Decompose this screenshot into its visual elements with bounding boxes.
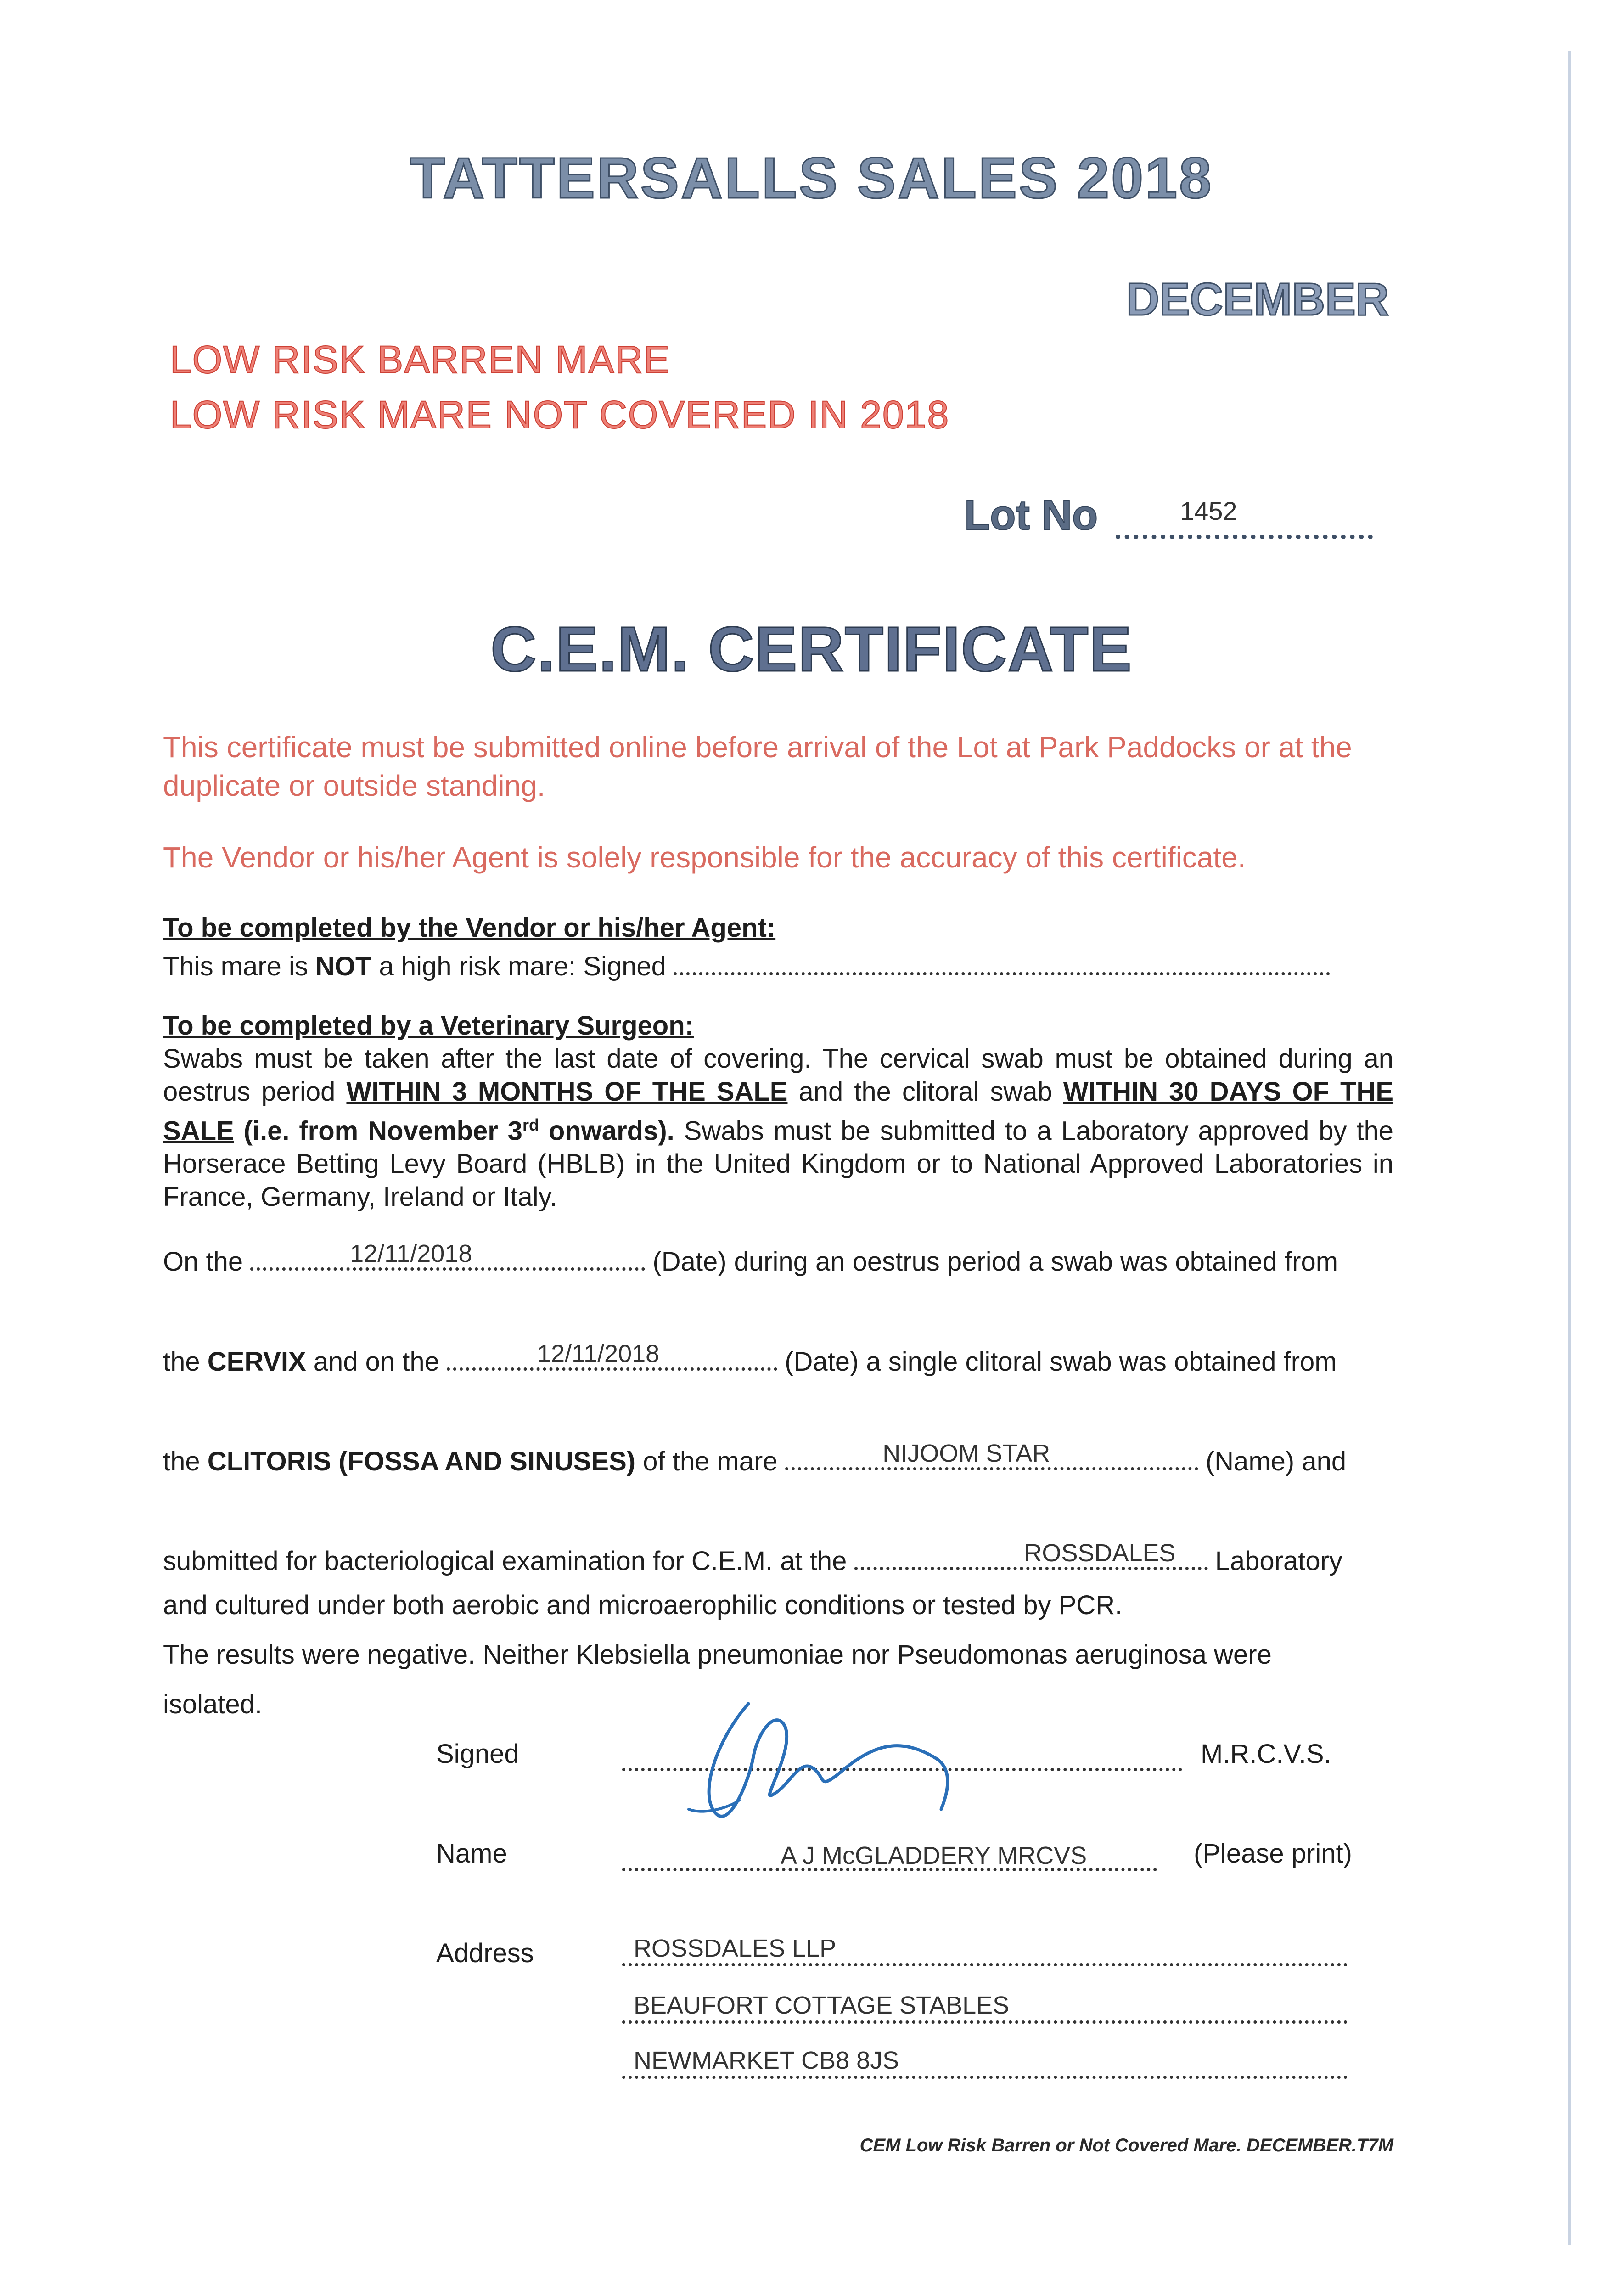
submitted-for-label: submitted for bacteriological examination for C.E.M. at the	[163, 1546, 847, 1576]
on-the-label: On the	[163, 1247, 243, 1277]
laboratory-field[interactable]	[854, 1539, 1208, 1570]
the-label-2: the	[163, 1446, 208, 1476]
please-print-suffix: (Please print)	[1194, 1839, 1352, 1868]
mare-name-row	[163, 1440, 1393, 1478]
mrcvs-suffix: M.R.C.V.S.	[1201, 1739, 1331, 1769]
cultured-row: and cultured under both aerobic and microaerophilic conditions or tested by PCR.	[163, 1590, 1123, 1620]
results-row: The results were negative. Neither Klebsiella pneumoniae nor Pseudomonas aeruginosa were	[163, 1640, 1272, 1670]
clitoral-date-suffix: (Date) a single clitoral swab was obtained from	[785, 1347, 1337, 1377]
handwritten-signature	[680, 1690, 992, 1837]
vendor-text-post: a high risk mare: Signed	[371, 951, 666, 981]
cervix-date-suffix: (Date) during an oestrus period a swab was obtained from	[652, 1247, 1338, 1277]
lot-number-value: 1452	[1180, 496, 1237, 525]
clitoris-label: CLITORIS (FOSSA AND SINUSES)	[207, 1446, 636, 1476]
vendor-text-pre: This mare is	[163, 951, 315, 981]
clitoral-deadline: WITHIN 30 DAYS OF THE SALE	[163, 1077, 1394, 1146]
laboratory-value: ROSSDALES	[1024, 1539, 1176, 1567]
mare-name-field[interactable]	[785, 1440, 1198, 1470]
sale-month: DECEMBER	[1126, 274, 1389, 325]
form-reference-footer: CEM Low Risk Barren or Not Covered Mare. DECEMBER.T7M	[859, 2135, 1393, 2155]
laboratory-row	[163, 1539, 1393, 1578]
vet-date-note-end: onwards).	[539, 1116, 674, 1146]
address-label: Address	[436, 1938, 534, 1968]
submission-notice: This certificate must be submitted online before arrival of the Lot at Park Paddocks or at the duplicate or outside standing.	[163, 731, 1352, 802]
certificate-title: C.E.M. CERTIFICATE	[490, 614, 1133, 685]
vet-instructions	[163, 1042, 1393, 1214]
cervical-deadline: WITHIN 3 MONTHS OF THE SALE	[346, 1077, 788, 1107]
lot-label: Lot No	[964, 492, 1098, 539]
vet-text-2: and the clitoral swab	[787, 1077, 1063, 1107]
vet-text-1: Swabs must be taken after the last date of covering. The cervical swab must be obtained during an oestrus period	[163, 1044, 1393, 1107]
cervix-label: CERVIX	[207, 1347, 306, 1377]
vendor-declaration	[163, 945, 1393, 983]
of-the-mare-label: of the mare	[635, 1446, 778, 1476]
address-value-1: ROSSDALES LLP	[634, 1935, 837, 1962]
vet-heading: To be completed by a Veterinary Surgeon:	[163, 1011, 694, 1041]
the-label: the	[163, 1347, 208, 1377]
and-on-the-label: and on the	[306, 1347, 439, 1377]
risk-category-2: LOW RISK MARE NOT COVERED IN 2018	[170, 393, 950, 436]
address-value-3: NEWMARKET CB8 8JS	[634, 2047, 899, 2074]
responsibility-notice: The Vendor or his/her Agent is solely responsible for the accuracy of this certificate.	[163, 841, 1246, 874]
vet-date-sup: rd	[522, 1115, 539, 1134]
cervix-date-field[interactable]	[250, 1240, 645, 1271]
signed-label: Signed	[436, 1739, 519, 1769]
vendor-section	[163, 912, 1393, 983]
risk-category-1: LOW RISK BARREN MARE	[170, 338, 671, 381]
mare-name-value: NIJOOM STAR	[882, 1440, 1050, 1467]
cervix-date-value: 12/11/2018	[350, 1240, 472, 1267]
vet-date-note: (i.e. from November 3	[234, 1116, 522, 1146]
vendor-heading: To be completed by the Vendor or his/her Agent:	[163, 913, 776, 943]
sale-title: TATTERSALLS SALES 2018	[410, 146, 1213, 210]
isolated-row: isolated.	[163, 1689, 263, 1719]
address-value-2: BEAUFORT COTTAGE STABLES	[634, 1992, 1010, 2019]
clitoral-date-field[interactable]	[447, 1340, 777, 1371]
vendor-signature-line[interactable]	[674, 945, 1330, 975]
clitoral-date-value: 12/11/2018	[537, 1340, 660, 1367]
page-edge-shadow	[1568, 51, 1571, 2245]
vet-name-value: A J McGLADDERY MRCVS	[781, 1842, 1087, 1869]
vet-section	[163, 1009, 1393, 1214]
vet-text-3: Swabs must be submitted to a Laboratory approved by the Horserace Betting Levy Board (HBLB) in the United Kingdom or to National Approved Laboratories in France, Germany, Ireland or Italy.	[163, 1116, 1394, 1212]
cervix-date-row	[163, 1240, 1393, 1278]
laboratory-suffix: Laboratory	[1215, 1546, 1342, 1576]
name-label: Name	[436, 1839, 507, 1868]
clitoral-date-row	[163, 1340, 1393, 1379]
lot-number-line	[1116, 492, 1373, 539]
mare-name-suffix: (Name) and	[1205, 1446, 1347, 1476]
vendor-text-not: NOT	[315, 951, 372, 981]
